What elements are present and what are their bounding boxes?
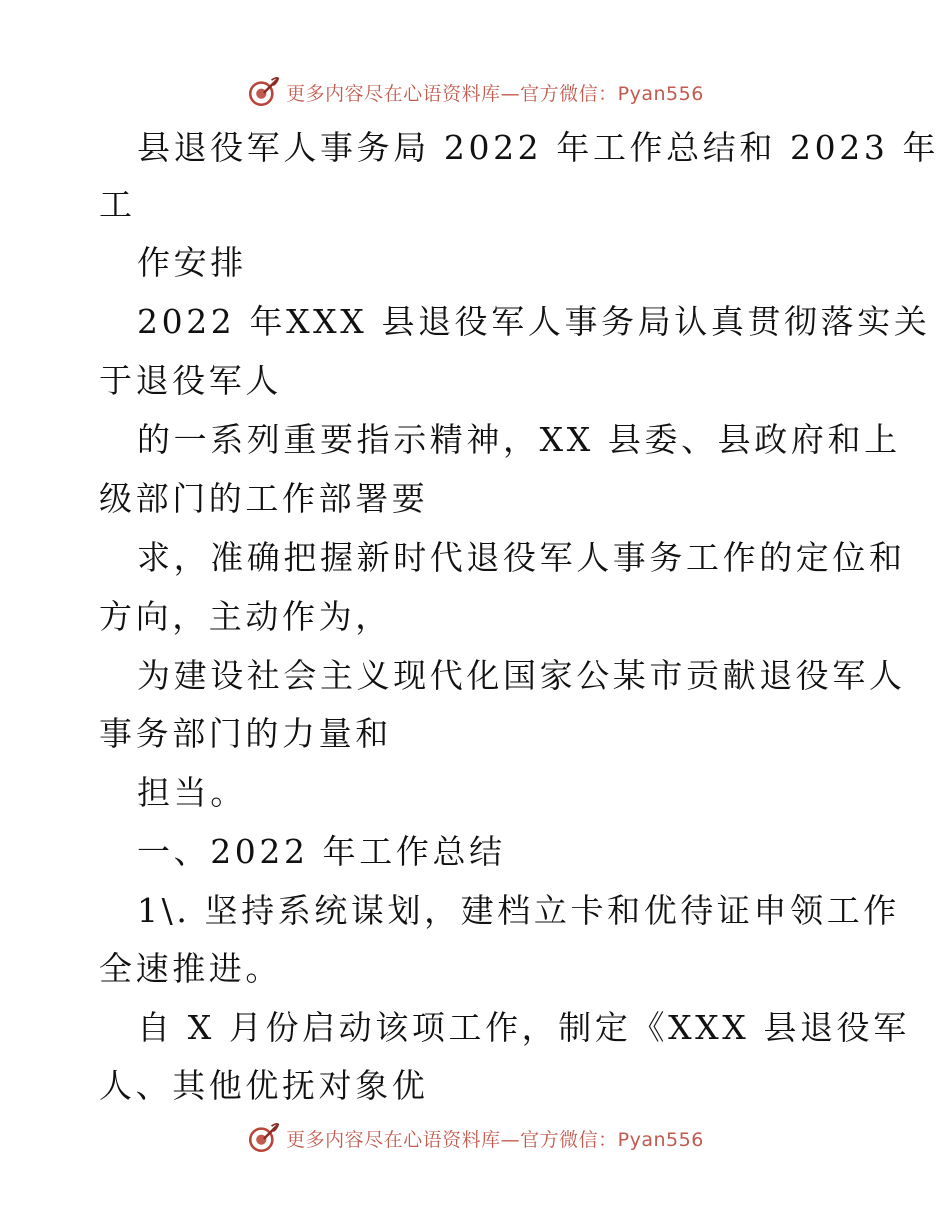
paragraph-line: 于退役军人 bbox=[99, 361, 282, 400]
quill-seal-icon bbox=[246, 1121, 280, 1155]
paragraph-line: 为建设社会主义现代化国家公某市贡献退役军人 bbox=[137, 656, 906, 695]
paragraph-line: 方向，主动作为， bbox=[99, 597, 392, 636]
paragraph-line: 自 X 月份启动该项工作，制定《XXX 县退役军 bbox=[137, 1008, 910, 1047]
paragraph-line: 事务部门的力量和 bbox=[99, 714, 392, 753]
paragraph-line: 级部门的工作部署要 bbox=[99, 479, 429, 518]
section-heading: 一、2022 年工作总结 bbox=[137, 832, 506, 871]
doc-title-line-3: 作安排 bbox=[137, 243, 247, 282]
paragraph-line: 担当。 bbox=[137, 773, 247, 812]
footer-watermark bbox=[0, 1118, 950, 1158]
paragraph-line: 求，准确把握新时代退役军人事务工作的定位和 bbox=[137, 538, 906, 577]
paragraph-line: 的一系列重要指示精神，XX 县委、县政府和上 bbox=[137, 420, 901, 459]
doc-title-line-2: 工 bbox=[99, 185, 136, 224]
paragraph-line: 人、其他优抚对象优 bbox=[99, 1066, 429, 1105]
paragraph-line: 2022 年XXX 县退役军人事务局认真贯彻落实关 bbox=[137, 302, 931, 341]
watermark-text: 更多内容尽在心语资料库—官方微信：Pyan556 bbox=[286, 1128, 704, 1151]
doc-title-line-1: 县退役军人事务局 2022 年工作总结和 2023 年 bbox=[137, 128, 940, 167]
watermark-text: 更多内容尽在心语资料库—官方微信：Pyan556 bbox=[286, 82, 704, 105]
subsection-heading: 1\. 坚持系统谋划，建档立卡和优待证申领工作 bbox=[137, 891, 900, 930]
subsection-heading-cont: 全速推进。 bbox=[99, 949, 282, 988]
